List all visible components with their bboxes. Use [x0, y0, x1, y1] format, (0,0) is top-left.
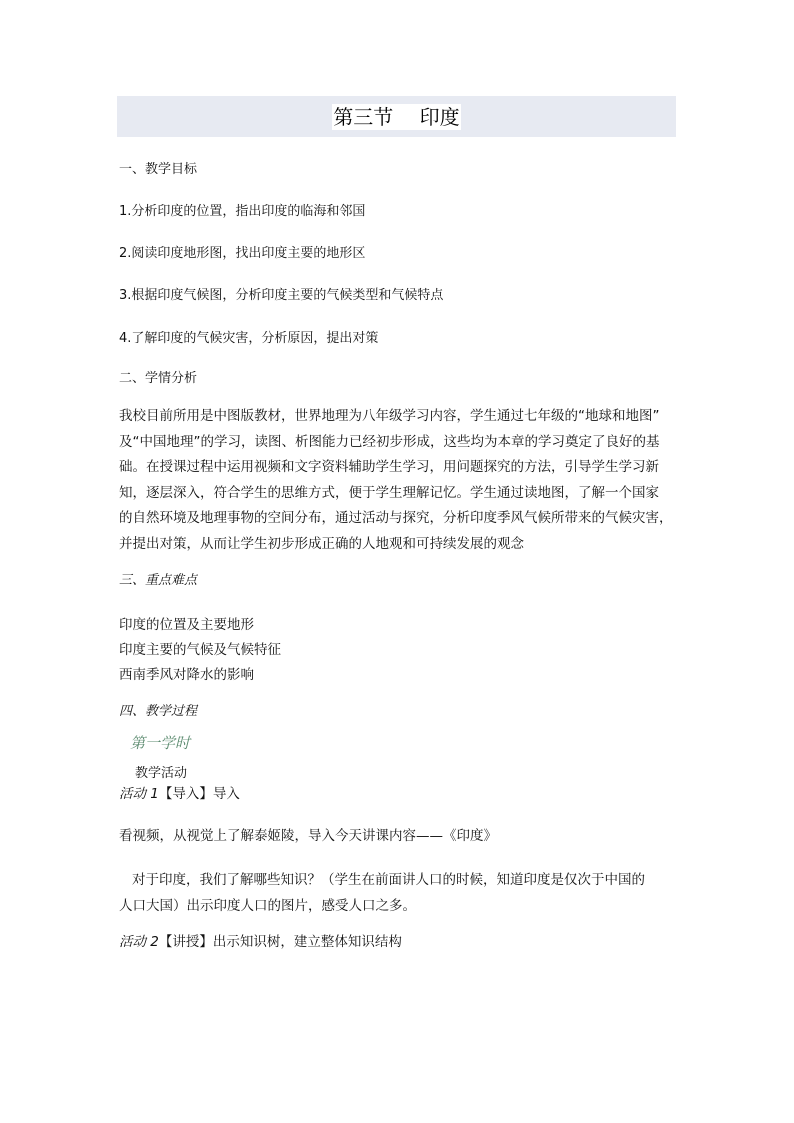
activity-1-label: 活动 1: [119, 786, 159, 802]
key-points-heading: 三、重点难点: [119, 573, 198, 588]
analysis-line: 及“中国地理”的学习，读图、析图能力已经初步形成，这些均为本章的学习奠定了良好的基: [119, 433, 660, 450]
key-point-item: 印度主要的气候及气候特征: [119, 642, 281, 658]
session-title: 第一学时: [130, 734, 191, 752]
analysis-line: 的自然环境及地理事物的空间分布，通过活动与探究，分析印度季风气候所带来的气候灾害，: [119, 510, 673, 526]
activity-1-title: 【导入】导入: [158, 786, 240, 802]
objective-item: 4.了解印度的气候灾害，分析原因，提出对策: [119, 331, 379, 346]
activity-1-heading: [119, 786, 240, 802]
activity-2-title: 【讲授】出示知识树，建立整体知识结构: [158, 934, 402, 950]
key-point-item: 印度的位置及主要地形: [119, 617, 254, 633]
objective-item: 1.分析印度的位置，指出印度的临海和邻国: [119, 204, 366, 219]
key-points-list: [119, 613, 281, 688]
key-point-item: 西南季风对降水的影响: [119, 667, 254, 683]
activity-1-para-line: 人口大国）出示印度人口的图片，感受人口之多。: [119, 898, 416, 914]
analysis-heading: 二、学情分析: [119, 371, 198, 386]
analysis-line: 知，逐层深入，符合学生的思维方式，便于学生理解记忆。学生通过读地图，了解一个国家: [119, 484, 659, 501]
process-heading: 四、教学过程: [119, 704, 198, 719]
activity-2-label: 活动 2: [119, 934, 159, 950]
activities-heading: 教学活动: [135, 766, 188, 781]
activity-1-text: 看视频，从视觉上了解泰姬陵，导入今天讲课内容——《印度》: [119, 828, 497, 844]
title-bar: [117, 96, 676, 137]
analysis-paragraph: [119, 404, 679, 557]
objective-item: 2.阅读印度地形图，找出印度主要的地形区: [119, 246, 366, 261]
analysis-line: 并提出对策，从而让学生初步形成正确的人地观和可持续发展的观念: [119, 535, 524, 552]
activity-2-heading: [119, 934, 402, 950]
objectives-heading: 一、教学目标: [119, 162, 198, 177]
page-title: 第三节 印度: [333, 104, 460, 129]
activity-1-para-line: 对于印度，我们了解哪些知识？（学生在前面讲人口的时候，知道印度是仅次于中国的: [132, 872, 645, 888]
activity-1-paragraph: [119, 867, 679, 919]
objective-item: 3.根据印度气候图，分析印度主要的气候类型和气候特点: [119, 288, 444, 303]
analysis-line: 础。在授课过程中运用视频和文字资料辅助学生学习，用问题探究的方法，引导学生学习新: [119, 459, 659, 475]
analysis-line: 我校目前所用是中图版教材，世界地理为八年级学习内容，学生通过七年级的“地球和地图”: [119, 408, 660, 424]
